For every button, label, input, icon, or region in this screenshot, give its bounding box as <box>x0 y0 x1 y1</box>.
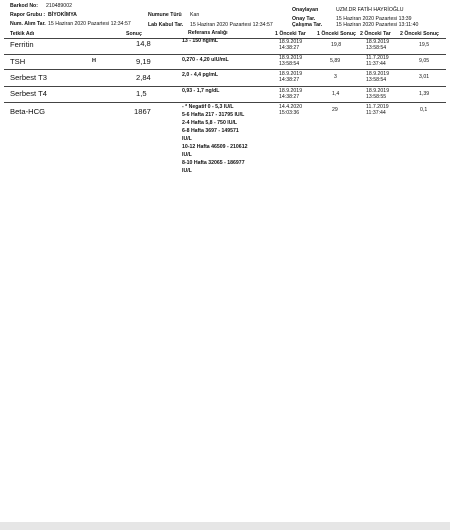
row-divider <box>4 102 446 103</box>
reference-range: 0,93 - 1,7 ng/dL <box>182 88 220 94</box>
prev1-date: 14.4.2020 <box>279 104 303 110</box>
column-header-prev2-result: 2 Önceki Sonuç <box>400 31 439 37</box>
prev2-time: 13:58:54 <box>366 77 387 83</box>
prev1-result: 19,8 <box>331 42 342 48</box>
prev1-result: 1,4 <box>332 91 340 97</box>
prev1-date: 18.9.2019 <box>279 55 303 61</box>
prev2-result: 3,01 <box>419 74 430 80</box>
column-header-prev1-date: 1 Önceki Tar <box>275 31 306 37</box>
approval-date-label: Onay Tar. <box>292 16 316 22</box>
reference-range: 0,270 - 4,20 uIU/mL <box>182 57 229 63</box>
lab-accept-value: 15 Haziran 2020 Pazartesi 12:34:57 <box>190 22 273 28</box>
prev2-time: 11:37:44 <box>366 110 386 116</box>
prev2-time: 13:58:54 <box>366 45 387 51</box>
prev1-time: 14:38:27 <box>279 94 300 100</box>
test-name: Ferritin <box>10 40 34 49</box>
prev2-time: 13:58:55 <box>366 94 387 100</box>
work-date-label: Çalışma Tar. <box>292 22 323 28</box>
column-header-prev1-result: 1 Önceki Sonuç <box>317 31 356 37</box>
test-result: 2,84 <box>136 73 151 82</box>
approver-label: Onaylayan <box>292 7 319 13</box>
reference-line: 5-6 Hafta 217 - 31795 IU/L <box>182 112 245 118</box>
test-result: 14,8 <box>136 39 151 48</box>
test-name: Beta-HCG <box>10 107 46 116</box>
accept-date-label: Num. Alım Tar. <box>10 21 46 27</box>
prev1-date: 18.9.2019 <box>279 88 303 94</box>
test-name: TSH <box>10 57 26 66</box>
prev1-result: 5,89 <box>330 58 341 64</box>
reference-line: 8-10 Hafta 32065 - 186977 <box>182 160 245 166</box>
test-result: 1867 <box>134 107 151 116</box>
prev2-result: 9,05 <box>419 58 430 64</box>
reference-line: IU/L <box>182 152 192 158</box>
reference-line: 2-4 Hafta 5,8 - 750 IU/L <box>182 120 238 126</box>
prev1-date: 18.9.2019 <box>279 71 303 77</box>
prev2-date: 18.9.2019 <box>366 39 390 45</box>
page-bottom-bar <box>0 522 450 530</box>
reference-line: IU/L <box>182 168 192 174</box>
work-date-value: 15 Haziran 2020 Pazartesi 13:11:40 <box>336 22 419 28</box>
test-result: 1,5 <box>136 89 147 98</box>
prev2-date: 11.7.2019 <box>366 55 389 61</box>
prev2-result: 1,39 <box>419 91 430 97</box>
prev1-time: 15:03:36 <box>279 110 300 116</box>
reference-line: 6-8 Hafta 3697 - 149571 <box>182 128 239 134</box>
sample-type-label: Numune Türü <box>148 12 182 18</box>
approval-date-value: 15 Haziran 2020 Pazartesi 13:39 <box>336 16 412 22</box>
test-result: 9,19 <box>136 57 151 66</box>
column-header-test: Tetkik Adı <box>10 31 35 37</box>
report-group-value: BİYOKİMYA <box>48 12 77 18</box>
row-divider <box>4 86 446 87</box>
prev1-time: 13:58:54 <box>279 61 300 67</box>
lab-accept-label: Lab Kabul Tar. <box>148 22 184 28</box>
test-name: Serbest T4 <box>10 89 48 98</box>
prev1-time: 14:38:27 <box>279 45 300 51</box>
accept-date-value: 15 Haziran 2020 Pazartesi 12:34:57 <box>48 21 131 27</box>
prev2-result: 0,1 <box>420 107 428 113</box>
column-header-result: Sonuç <box>126 31 142 37</box>
prev1-result: 3 <box>334 74 337 80</box>
reference-line: - * Negatif 0 - 5,3 IU/L <box>182 104 234 110</box>
row-divider <box>4 69 446 70</box>
barcode-value: 210489002 <box>46 3 72 9</box>
prev2-time: 11:37:44 <box>366 61 386 67</box>
prev2-result: 19,5 <box>419 42 430 48</box>
report-group-label: Rapor Grubu : <box>10 12 46 18</box>
reference-range: 2,0 - 4,4 pg/mL <box>182 72 219 78</box>
reference-line: IU/L <box>182 136 192 142</box>
high-flag: H <box>92 58 96 64</box>
barcode-label: Barkod No: <box>10 3 38 9</box>
prev2-date: 11.7.2019 <box>366 104 389 110</box>
prev1-date: 18.9.2019 <box>279 39 303 45</box>
sample-type-value: Kan <box>190 12 200 18</box>
approver-value: UZM.DR FATİH HAYRİOĞLU <box>336 7 404 13</box>
prev1-result: 29 <box>332 107 338 113</box>
prev2-date: 18.9.2019 <box>366 71 390 77</box>
test-name: Serbest T3 <box>10 73 48 82</box>
prev2-date: 18.9.2019 <box>366 88 390 94</box>
column-header-reference: Referans Aralığı <box>188 30 228 36</box>
reference-line: 10-12 Hafta 46509 - 210612 <box>182 144 248 150</box>
column-header-prev2-date: 2 Önceki Tar <box>360 31 391 37</box>
reference-range: 13 - 150 ng/mL <box>182 38 219 44</box>
prev1-time: 14:38:27 <box>279 77 300 83</box>
